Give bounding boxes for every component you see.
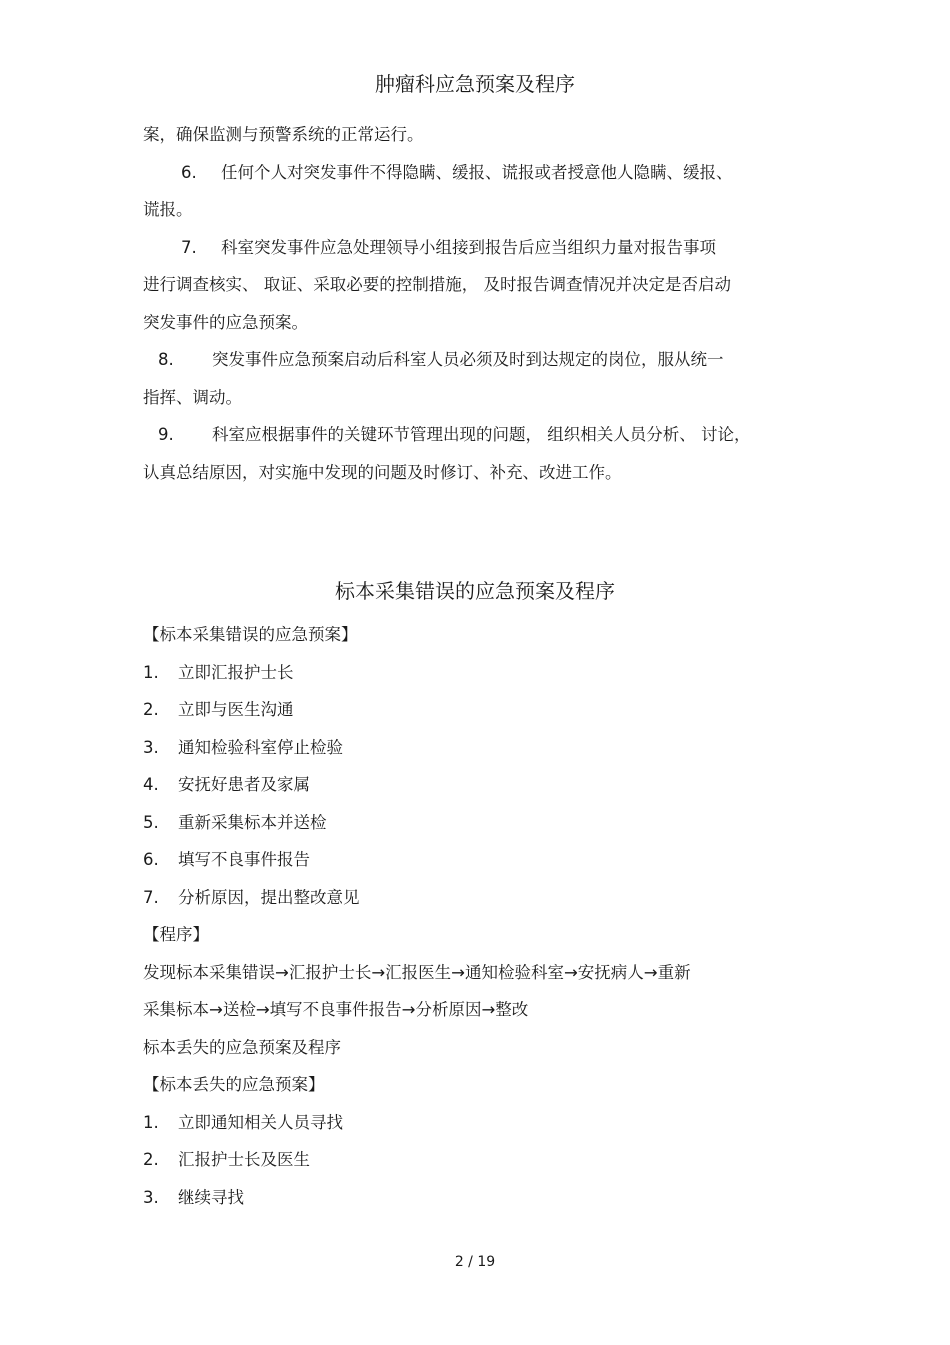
text-line: 采集标本→送检→填写不良事件报告→分析原因→整改 xyxy=(143,1000,529,1019)
list-item: 4. 安抚好患者及家属 xyxy=(143,775,310,794)
list-item: 8. 突发事件应急预案启动后科室人员必须及时到达规定的岗位，服从统一 xyxy=(158,350,724,369)
list-item: 6. 任何个人对突发事件不得隐瞒、缓报、谎报或者授意他人隐瞒、缓报、 xyxy=(181,163,733,182)
text-line: 进行调查核实、 取证、采取必要的控制措施， 及时报告调查情况并决定是否启动 xyxy=(143,275,731,294)
text-line: 发现标本采集错误→汇报护士长→汇报医生→通知检验科室→安抚病人→重新 xyxy=(143,963,691,982)
list-item: 2. 立即与医生沟通 xyxy=(143,700,294,719)
list-item: 6. 填写不良事件报告 xyxy=(143,850,310,869)
subheading: 标本丢失的应急预案及程序 xyxy=(143,1038,341,1057)
list-item: 7. 分析原因，提出整改意见 xyxy=(143,888,360,907)
text-line: 案，确保监测与预警系统的正常运行。 xyxy=(143,125,424,144)
list-item: 5. 重新采集标本并送检 xyxy=(143,813,327,832)
subheading: 【标本丢失的应急预案】 xyxy=(143,1075,325,1094)
subheading: 【程序】 xyxy=(143,925,209,944)
list-item: 1. 立即通知相关人员寻找 xyxy=(143,1113,343,1132)
list-item: 3. 通知检验科室停止检验 xyxy=(143,738,343,757)
list-item: 3. 继续寻找 xyxy=(143,1188,244,1207)
text-line: 谎报。 xyxy=(143,200,193,219)
list-item: 1. 立即汇报护士长 xyxy=(143,663,294,682)
page-number: 2 / 19 xyxy=(454,1254,496,1270)
page-title: 肿瘤科应急预案及程序 xyxy=(375,72,575,96)
list-item: 2. 汇报护士长及医生 xyxy=(143,1150,310,1169)
section-title: 标本采集错误的应急预案及程序 xyxy=(335,579,615,603)
text-line: 认真总结原因，对实施中发现的问题及时修订、补充、改进工作。 xyxy=(143,463,622,482)
list-item: 7. 科室突发事件应急处理领导小组接到报告后应当组织力量对报告事项 xyxy=(181,238,716,257)
list-item: 9. 科室应根据事件的关键环节管理出现的问题， 组织相关人员分析、 讨论， xyxy=(158,425,751,444)
text-line: 指挥、调动。 xyxy=(143,388,242,407)
text-line: 突发事件的应急预案。 xyxy=(143,313,308,332)
subheading: 【标本采集错误的应急预案】 xyxy=(143,625,358,644)
